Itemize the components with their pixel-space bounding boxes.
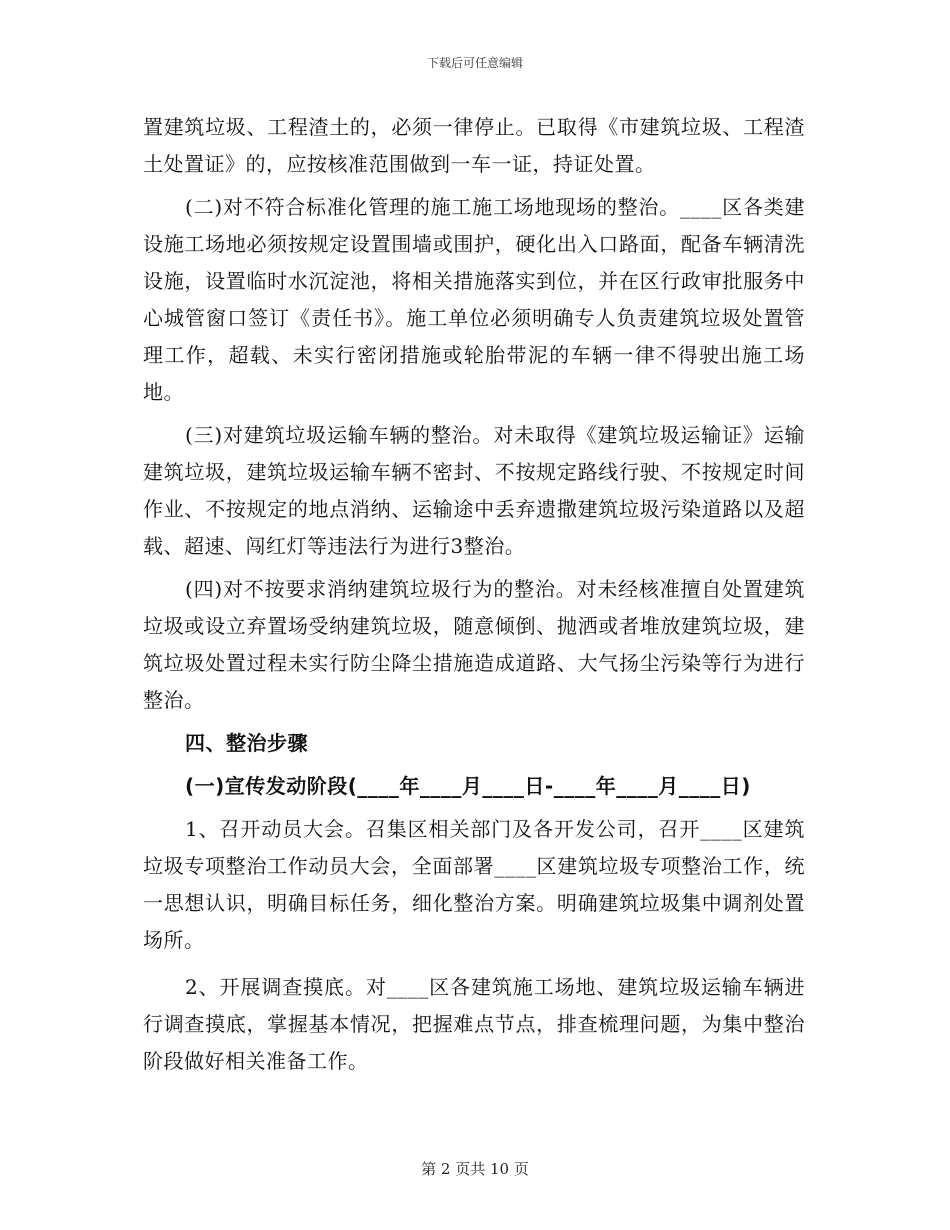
paragraph-item-4: (四)对不按要求消纳建筑垃圾行为的整治。对未经核准擅自处置建筑垃圾或设立弃置场受纳建筑垃圾，随意倾倒、抛洒或者堆放建筑垃圾，建筑垃圾处置过程未实行防尘降尘措施造成道路、大气扬尘污染等行为进行整治。	[143, 577, 805, 712]
paragraph-step-2: 2、开展调查摸底。对____区各建筑施工场地、建筑垃圾运输车辆进行调查摸底，掌握基本情况，把握难点节点，排查梳理问题，为集中整治阶段做好相关准备工作。	[143, 975, 805, 1073]
paragraph-step-1: 1、召开动员大会。召集区相关部门及各开发公司，召开____区建筑垃圾专项整治工作动员大会，全面部署____区建筑垃圾专项整治工作，统一思想认识，明确目标任务，细化整治方案。明确建筑垃圾集中调剂处置场所。	[143, 817, 805, 952]
subheading-phase-1: (一)宣传发动阶段(____年____月____日-____年____月____日)	[185, 774, 751, 798]
paragraph-item-3: (三)对建筑垃圾运输车辆的整治。对未取得《建筑垃圾运输证》运输建筑垃圾，建筑垃圾运输车辆不密封、不按规定路线行驶、不按规定时间作业、不按规定的地点消纳、运输途中丢弃遗撒建筑垃圾污染道路以及超载、超速、闯红灯等违法行为进行3整治。	[143, 423, 805, 558]
section-heading-steps: 四、整治步骤	[185, 731, 308, 755]
page-header: 下载后可任意编辑	[426, 56, 523, 70]
paragraph-item-2: (二)对不符合标准化管理的施工施工场地现场的整治。____区各类建设施工场地必须按规定设置围墙或围护，硬化出入口路面，配备车辆清洗设施，设置临时水沉淀池，将相关措施落实到位，并在区行政审批服务中心城管窗口签订《责任书》。施工单位必须明确专人负责建筑垃圾处置管理工作，超载、未实行密闭措施或轮胎带泥的车辆一律不得驶出施工场地。	[143, 195, 805, 404]
document-body	[143, 109, 805, 1080]
paragraph-continuation: 置建筑垃圾、工程渣土的，必须一律停止。已取得《市建筑垃圾、工程渣土处置证》的，应按核准范围做到一车一证，持证处置。	[143, 115, 805, 176]
page-footer: 第 2 页共 10 页	[421, 1160, 529, 1178]
